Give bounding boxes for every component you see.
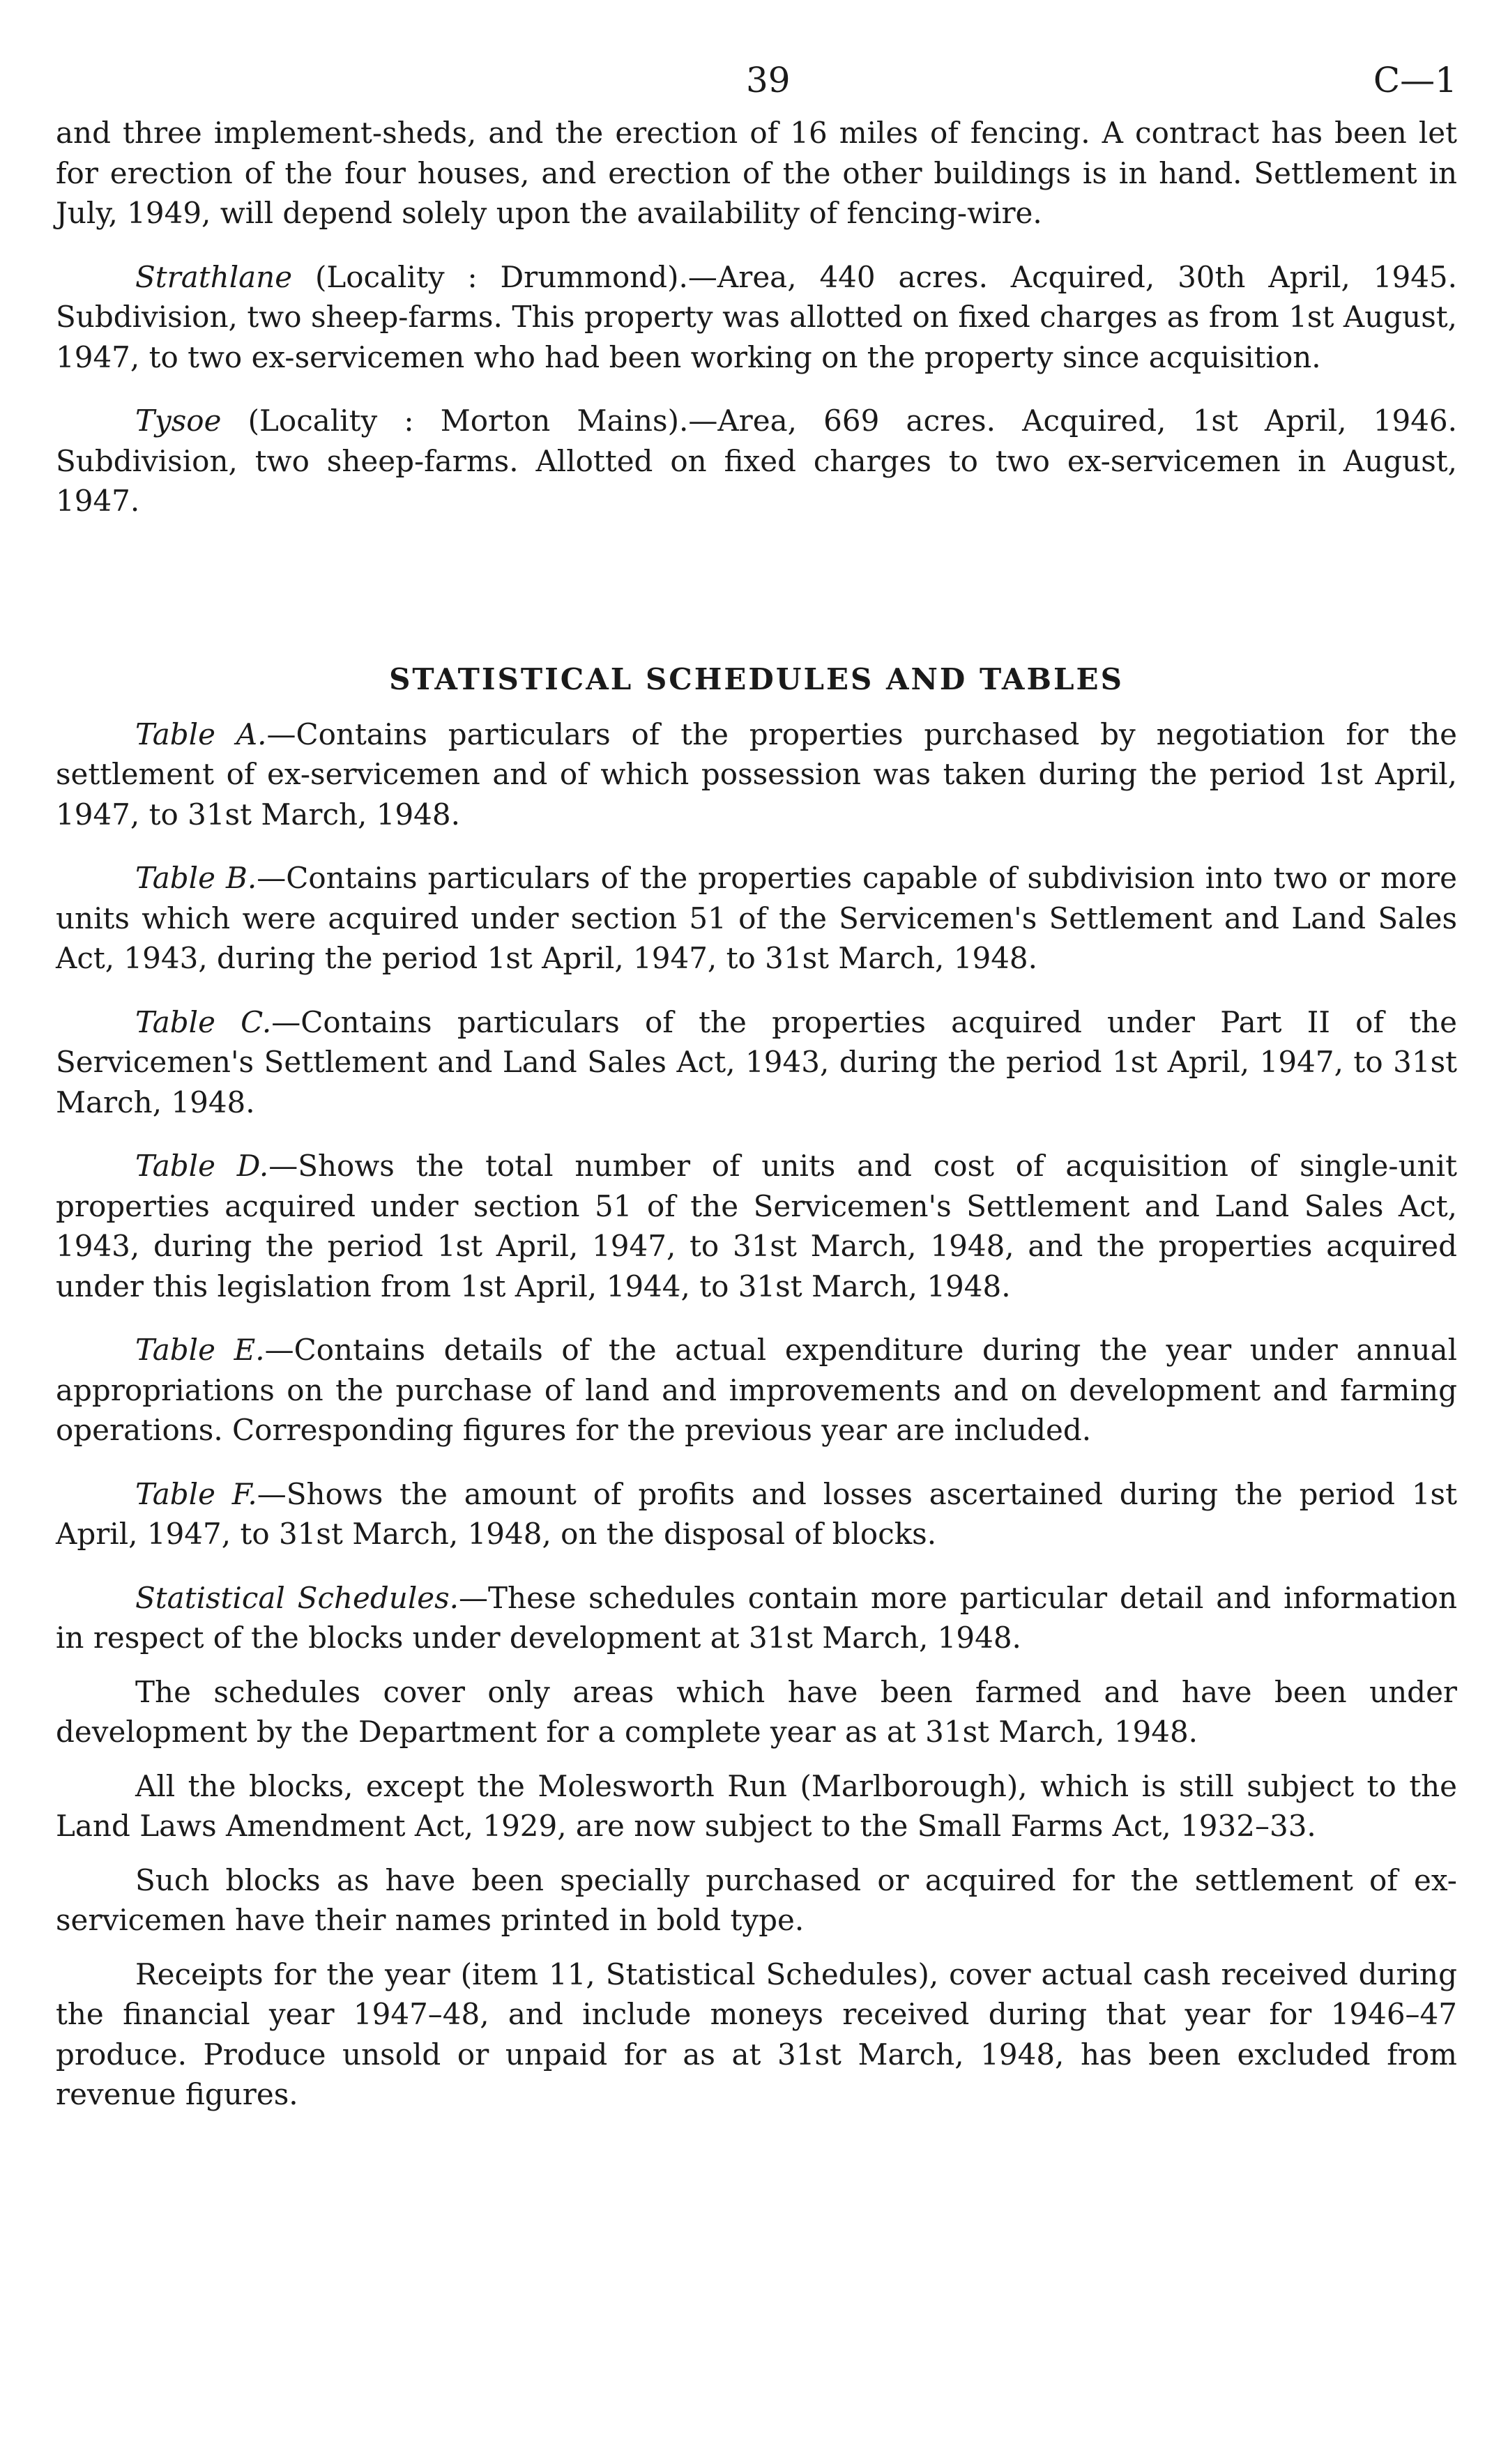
paragraph-text: —Contains particulars of the properties capable of subdivision into two or more units which were acquired under section 51 of the Servicemen's Settlement and Land Sales Act, 1943, during the period 1st April, 1947, to 31st March, 1948. bbox=[56, 861, 1457, 975]
paragraph-text: —Contains particulars of the properties purchased by negotiation for the settlement of ex-servicemen and of which possession was taken during the period 1st April, 1947, to 31st March, 1948. bbox=[56, 717, 1458, 832]
paragraph-text: —Contains details of the actual expenditure during the year under annual appropriations on the purchase of land and improvements and on development and farming operations. Corresponding figures for the previous year are included. bbox=[56, 1333, 1458, 1447]
paragraph-table-b bbox=[56, 858, 1457, 979]
table-label: Table F. bbox=[135, 1476, 257, 1511]
table-label: Table A. bbox=[135, 717, 267, 751]
paragraph-blocks-subject: All the blocks, except the Molesworth Run (Marlborough), which is still subject to the Land Laws Amendment Act, 1929, are now subject to the Small Farms Act, 1932–33. bbox=[56, 1768, 1457, 1843]
paragraph-text: —These schedules contain more particular detail and information in respect of the blocks under development at 31st March, 1948. bbox=[56, 1580, 1457, 1655]
running-header bbox=[56, 60, 1457, 113]
document-page bbox=[56, 60, 1457, 2115]
paragraph-continuation bbox=[56, 113, 1457, 234]
property-name: Strathlane bbox=[135, 259, 293, 294]
section-label: Statistical Schedules. bbox=[135, 1580, 459, 1615]
paragraph-table-e bbox=[56, 1330, 1457, 1451]
paragraph-table-c bbox=[56, 1002, 1457, 1123]
table-label: Table D. bbox=[135, 1149, 269, 1183]
paragraph-table-a bbox=[56, 714, 1457, 835]
property-name: Tysoe bbox=[135, 404, 222, 438]
paragraph-table-f bbox=[56, 1474, 1457, 1554]
paragraph-statistical-schedules bbox=[56, 1578, 1457, 1658]
table-label: Table C. bbox=[135, 1004, 272, 1039]
paragraph-table-d bbox=[56, 1146, 1457, 1306]
table-label: Table E. bbox=[135, 1333, 265, 1367]
paragraph-text: (Locality : Morton Mains).—Area, 669 acres. Acquired, 1st April, 1946. Subdivision, two sheep-farms. Allotted on fixed charges to two ex-servicemen in August, 1947. bbox=[56, 404, 1457, 518]
paragraph-text: —Contains particulars of the properties acquired under Part II of the Servicemen's Settlement and Land Sales Act, 1943, during the period 1st April, 1947, to 31st March, 1948. bbox=[56, 1004, 1458, 1119]
paragraph-text: —Shows the total number of units and cost of acquisition of single-unit properties acquired under section 51 of the Servicemen's Settlement and Land Sales Act, 1943, during the period 1st April, 1947, to 31st March, 1948, and the properties acquired under this legislation from 1st April, 1944, to 31st March, 1948. bbox=[56, 1149, 1457, 1303]
document-reference: C—1 bbox=[1373, 60, 1457, 100]
paragraph-strathlane bbox=[56, 257, 1457, 378]
paragraph-text: and three implement-sheds, and the erection of 16 miles of fencing. A contract has been let for erection of the four houses, and erection of the other buildings is in hand. Settlement in July, 1949, will depend solely upon the availability of fencing-wire. bbox=[56, 116, 1457, 230]
paragraph-receipts: Receipts for the year (item 11, Statistical Schedules), cover actual cash received during the financial year 1947–48, and include moneys received during that year for 1946–47 produce. Produce unsold or unpaid for as at 31st March, 1948, has been excluded from revenue figures. bbox=[56, 1957, 1457, 2111]
paragraph-schedules-coverage: The schedules cover only areas which have been farmed and have been under development by the Department for a complete year as at 31st March, 1948. bbox=[56, 1674, 1457, 1749]
paragraph-text: —Shows the amount of profits and losses ascertained during the period 1st April, 1947, to 31st March, 1948, on the disposal of blocks. bbox=[56, 1476, 1457, 1551]
paragraph-bold-names: Such blocks as have been specially purchased or acquired for the settlement of ex-servicemen have their names printed in bold type. bbox=[56, 1862, 1457, 1937]
page-number: 39 bbox=[746, 60, 791, 100]
table-label: Table B. bbox=[135, 861, 257, 895]
section-heading: STATISTICAL SCHEDULES AND TABLES bbox=[389, 661, 1124, 696]
paragraph-tysoe bbox=[56, 401, 1457, 521]
paragraph-text: (Locality : Drummond).—Area, 440 acres. Acquired, 30th April, 1945. Subdivision, two sheep-farms. This property was allotted on fixed charges as from 1st August, 1947, to two ex-servicemen who had been working on the property since acquisition. bbox=[56, 259, 1457, 374]
